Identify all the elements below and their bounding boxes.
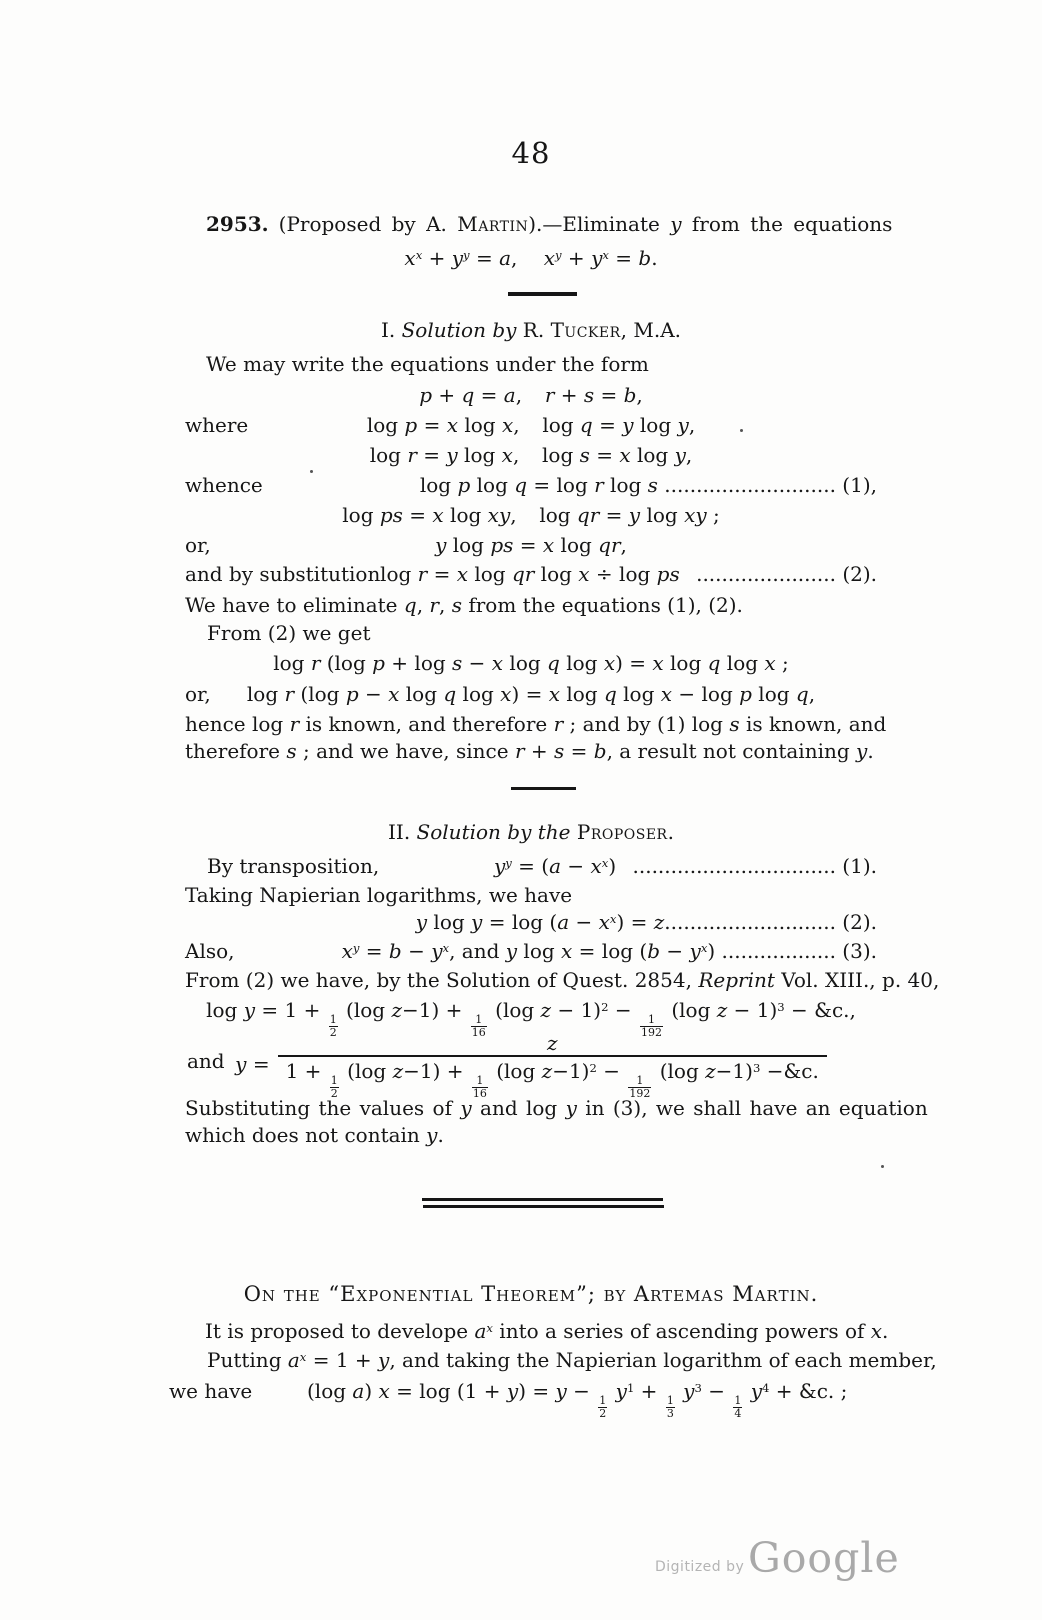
article-heading: On the “Exponential Theorem”; by Artemas Martin. xyxy=(243,1282,819,1306)
eq-label-or: or, xyxy=(185,682,211,706)
equation-line: log ps = x log xy, log qr = y log xy ; xyxy=(342,503,720,527)
problem-statement-line1: 2953. (Proposed by A. Martin).—Eliminate y from the equations xyxy=(206,212,893,236)
equation-row xyxy=(185,532,877,558)
fraction-equation xyxy=(185,1032,877,1099)
eq-label-wehave: we have xyxy=(169,1379,253,1403)
fraction-numerator: z xyxy=(546,1031,558,1055)
equation-line: y log ps = x log qr, xyxy=(435,533,627,557)
google-logo: Google xyxy=(748,1534,900,1582)
solution2-text-line: Taking Napierian logarithms, we have xyxy=(185,883,573,907)
solution2-text-line: which does not contain y. xyxy=(185,1123,444,1147)
numbered-equation-2: y $\log y = \log (a - x^x) = z$........................... (2). xyxy=(415,910,877,934)
fraction xyxy=(278,1032,827,1099)
equation-line: p + q = a, r + s = b, xyxy=(419,383,643,407)
eq-label-whence: whence xyxy=(185,473,263,497)
numbered-equation-1: $y^y = (a - x^x)$ ................................ (1). xyxy=(493,854,877,878)
double-rule-bottom xyxy=(423,1205,664,1208)
fraction-denominator: 1 + $\frac{1}{2}$ (log z−1) + $\frac{1}{16}$ (log z−1)$^2$ − $\frac{1}{192}$ (log z−1)$^3$ −&c. xyxy=(278,1055,827,1099)
solution1-text-line: We have to eliminate q, r, s from the equations (1), (2). xyxy=(185,593,743,617)
section-divider-rule xyxy=(511,787,576,790)
eq-label-transposition: By transposition, xyxy=(207,854,380,878)
equation-line: log p = x log x, log q = y log y, xyxy=(366,413,696,437)
numbered-equation-3: $x^y = b - y^x$, and y $\log x = \log (b - y^x)$ .................. (3). xyxy=(341,939,877,963)
page-number: 48 xyxy=(511,136,551,170)
solution2-heading: II. Solution by the Proposer. xyxy=(388,820,674,844)
numbered-equation-1: log p log q = log r log s ........................... (1), xyxy=(419,473,877,497)
solution1-text-line: From (2) we get xyxy=(207,621,371,645)
eq-label-where: where xyxy=(185,413,249,437)
solution1-heading: I. Solution by R. Tucker, M.A. xyxy=(380,318,682,342)
article-text-line: Putting $a^x = 1 + y$, and taking the Napierian logarithm of each member, xyxy=(207,1348,937,1372)
equation-line: log r (log p − x log q log x) = x log q log x − log p log q, xyxy=(246,682,816,706)
ink-speck xyxy=(881,1165,884,1168)
ink-speck xyxy=(740,429,743,432)
eq-label-or: or, xyxy=(185,533,211,557)
equation-row xyxy=(185,412,877,438)
solution1-text-line: therefore s ; and we have, since r + s = b, a result not containing y. xyxy=(185,739,874,763)
solution1-text-line: We may write the equations under the form xyxy=(206,352,649,376)
solution2-text-line: Substituting the values of y and log y in (3), we shall have an equation xyxy=(185,1096,928,1120)
equation-row xyxy=(185,853,877,879)
equation-row xyxy=(185,561,877,587)
fraction-lhs: y = xyxy=(235,1052,270,1077)
fraction-equation-row xyxy=(185,1032,877,1099)
equation-line: log r = y log x, log s = x log y, xyxy=(369,443,693,467)
article-text-line: It is proposed to develope $a^x$ into a series of ascending powers of x. xyxy=(205,1319,889,1343)
numbered-equation-2: log r = x log qr log x ÷ log ps ...................... (2). xyxy=(380,562,877,586)
solution1-text-line: hence log r is known, and therefore r ; and by (1) log s is known, and xyxy=(185,712,887,736)
problem-equations: $x^x + y^y = a$, $x^y + y^x = b$. xyxy=(404,246,658,270)
equation-line: log y = 1 + $\frac{1}{2}$ (log z−1) + $\frac{1}{16}$ (log z − 1)$^2$ − $\frac{1}{192}$ (log z − 1)$^3$ − &c., xyxy=(206,998,856,1039)
section-divider-rule xyxy=(508,292,577,296)
ink-speck xyxy=(310,470,313,473)
equation-row xyxy=(185,472,877,498)
solution2-text-line: From (2) we have, by the Solution of Quest. 2854, Reprint Vol. XIII., p. 40, xyxy=(185,968,940,992)
equation-row xyxy=(185,938,877,964)
eq-label-also: Also, xyxy=(185,939,235,963)
equation-line: log r (log p + log s − x log q log x) = x log q log x ; xyxy=(273,651,789,675)
eq-label-substitution: and by substitution xyxy=(185,562,381,586)
equation-line: (log a) x = log (1 + y) = y − $\frac{1}{2}$ $y^1$ + $\frac{1}{3}$ $y^3$ − $\frac{1}{4}$ $y^4$ + &c. ; xyxy=(307,1379,848,1420)
eq-label-and: and xyxy=(187,1049,225,1073)
double-rule-top xyxy=(422,1198,663,1201)
digitized-by-label: Digitized by xyxy=(655,1559,745,1575)
equation-row xyxy=(169,1378,877,1420)
equation-row xyxy=(185,681,877,707)
